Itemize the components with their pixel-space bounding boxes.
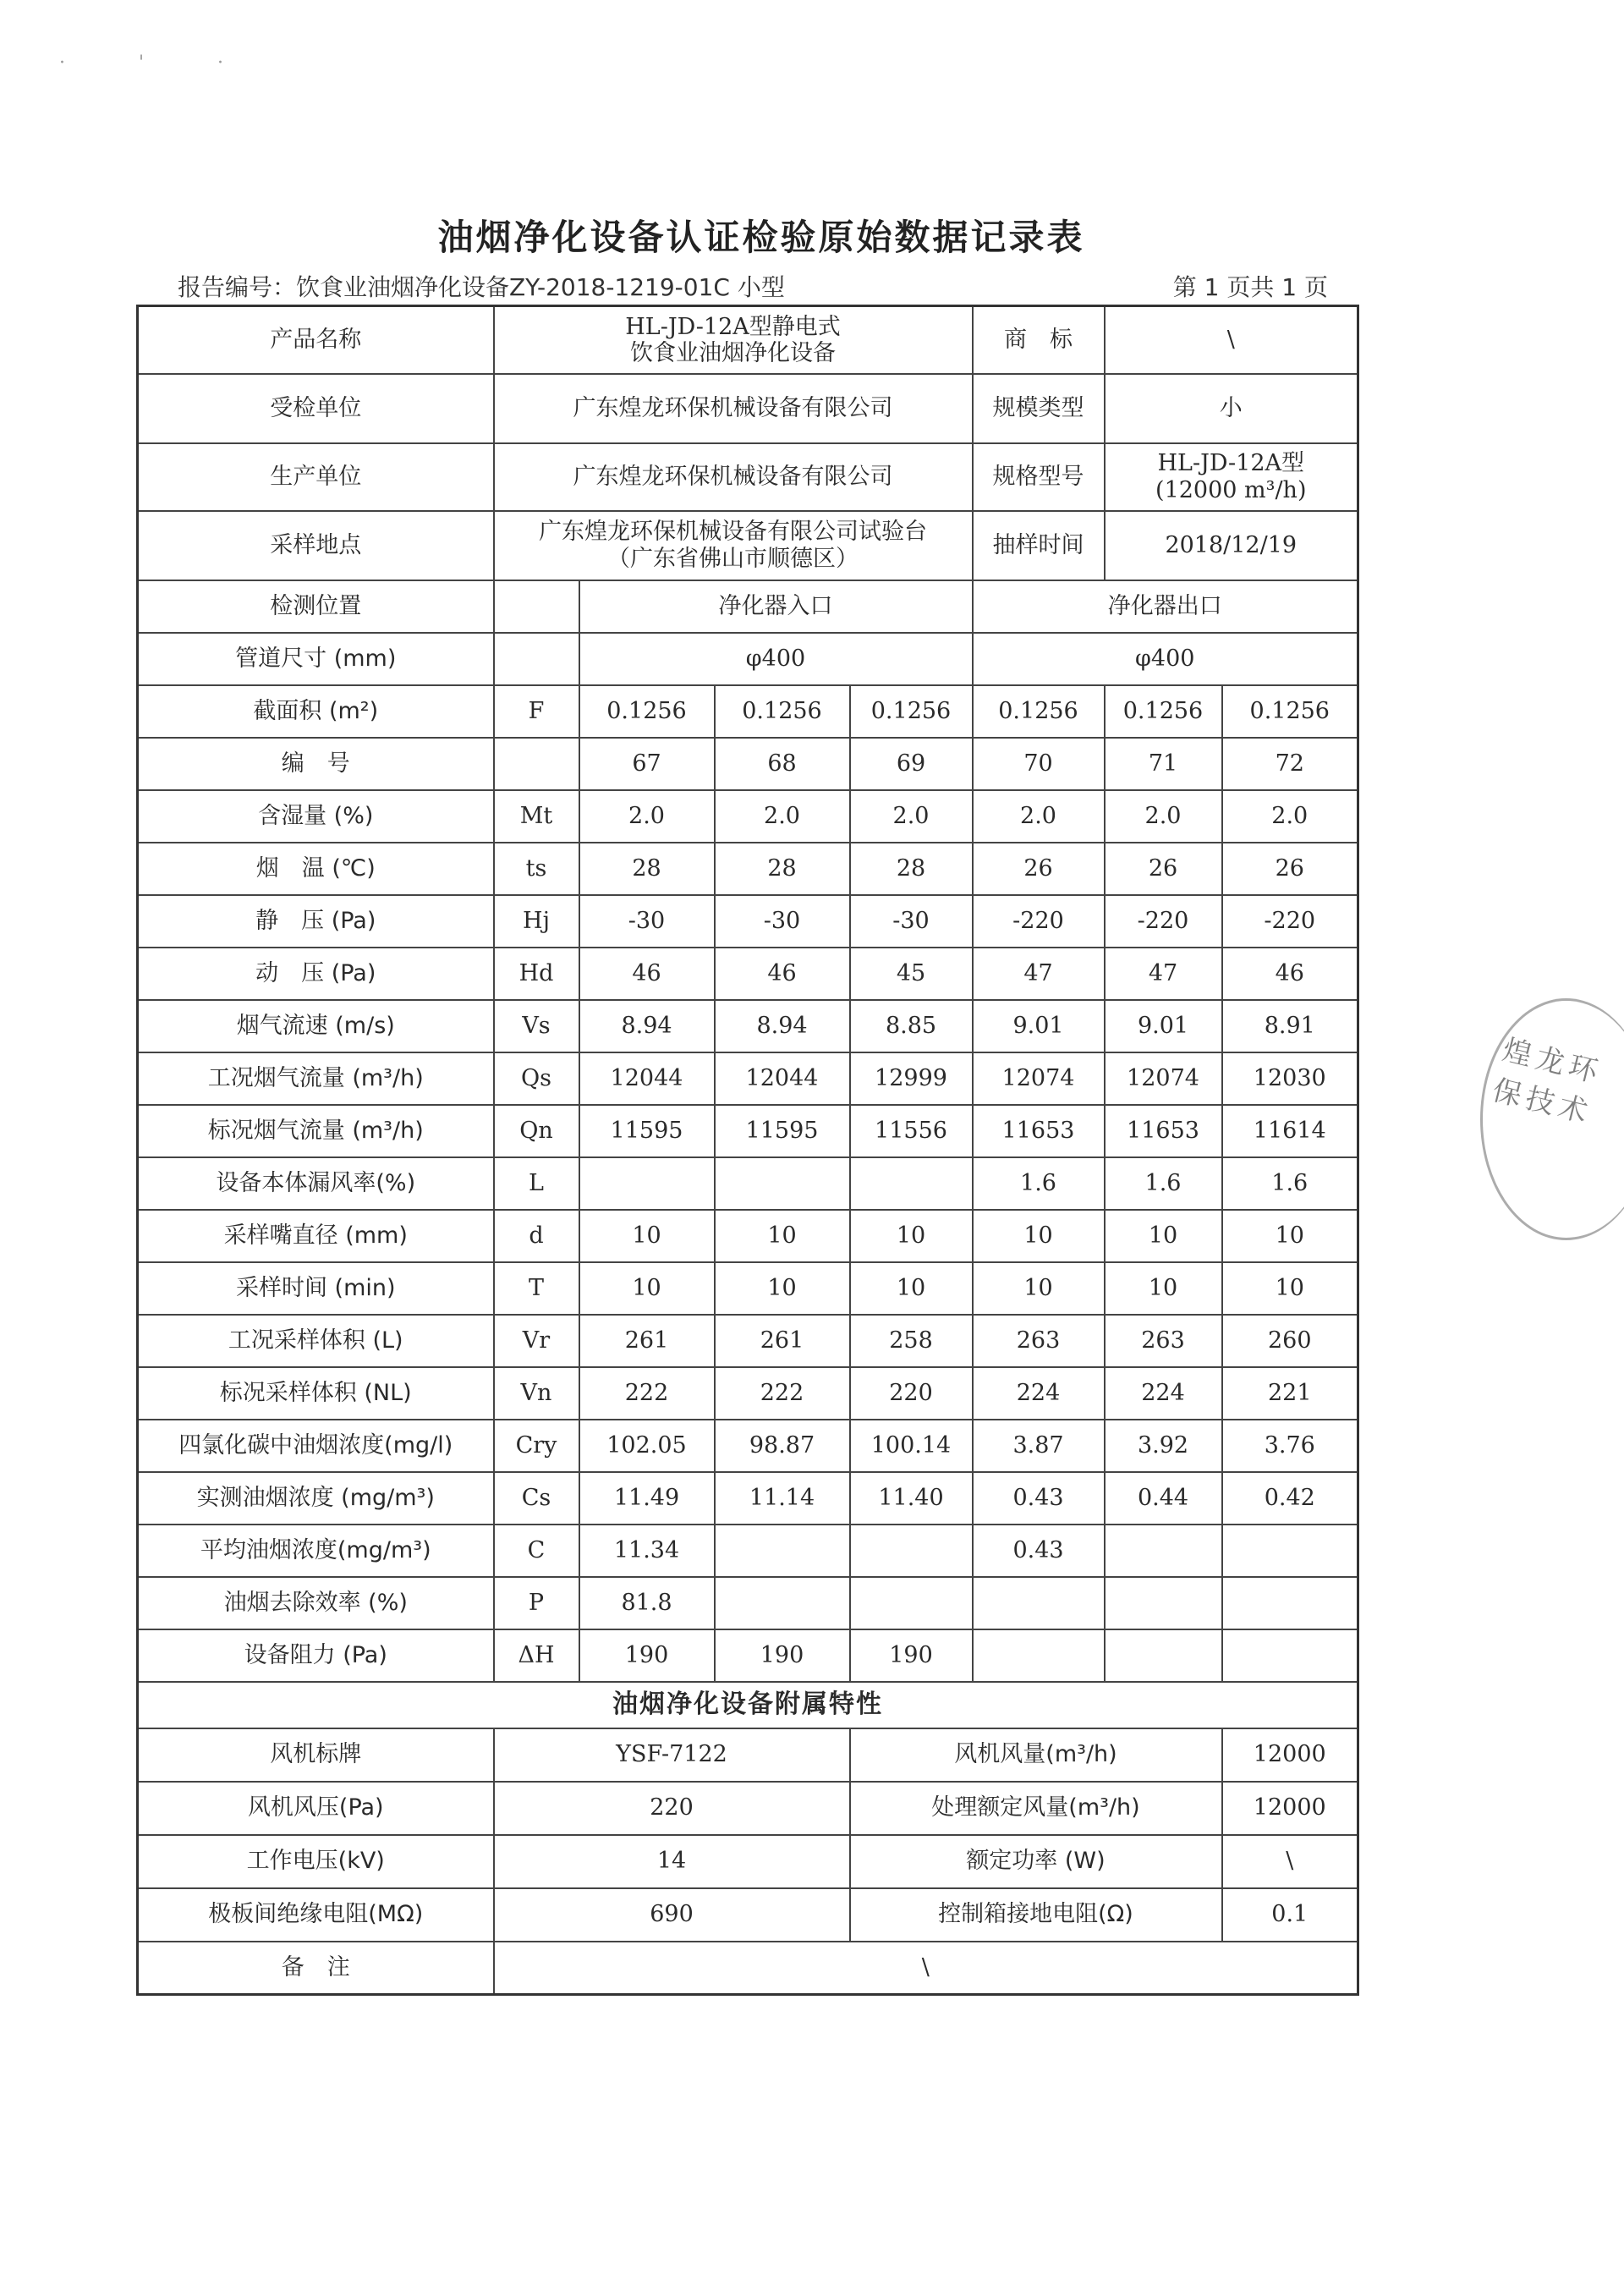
value-cell: 263	[973, 1315, 1105, 1367]
value-cell: 2.0	[973, 790, 1105, 843]
measurement-row	[138, 1105, 1358, 1157]
value-cell: 0.42	[1222, 1472, 1358, 1525]
producer-label: 生产单位	[138, 443, 494, 511]
value-cell: 190	[850, 1629, 973, 1682]
value-cell: 263	[1105, 1315, 1222, 1367]
row-label: 烟气流速 (m/s)	[138, 1000, 494, 1052]
inlet-label: 净化器入口	[579, 580, 973, 633]
value-cell: 190	[715, 1629, 850, 1682]
row-label: 四氯化碳中油烟浓度(mg/l)	[138, 1420, 494, 1472]
remarks-value: \	[494, 1942, 1358, 1995]
value-cell: 26	[973, 843, 1105, 895]
producer-value: 广东煌龙环保机械设备有限公司	[494, 443, 973, 511]
value-cell: 0.1256	[973, 685, 1105, 738]
measurement-row	[138, 1000, 1358, 1052]
value-cell: 26	[1105, 843, 1222, 895]
sampling-time-value: 2018/12/19	[1105, 511, 1358, 580]
row-label: 采样嘴直径 (mm)	[138, 1210, 494, 1262]
section-title: 油烟净化设备附属特性	[138, 1682, 1358, 1728]
value-cell: 47	[1105, 948, 1222, 1000]
value-cell: 10	[579, 1262, 715, 1315]
row-label: 设备阻力 (Pa)	[138, 1629, 494, 1682]
value-cell: 221	[1222, 1367, 1358, 1420]
row-label: 含湿量 (%)	[138, 790, 494, 843]
value-cell: 11.14	[715, 1472, 850, 1525]
row-fan-pressure	[138, 1782, 1358, 1835]
value-cell: 12044	[579, 1052, 715, 1105]
product-name-value	[494, 306, 973, 374]
measurement-row	[138, 1525, 1358, 1577]
value-cell: -30	[715, 895, 850, 948]
row-label: 油烟去除效率 (%)	[138, 1577, 494, 1629]
value-cell: 224	[1105, 1367, 1222, 1420]
value-cell: 8.94	[715, 1000, 850, 1052]
value-cell: 28	[715, 843, 850, 895]
value-cell: -220	[973, 895, 1105, 948]
product-name-line1: HL-JD-12A型静电式	[625, 313, 841, 340]
value-cell: 12074	[1105, 1052, 1222, 1105]
value-cell: 8.94	[579, 1000, 715, 1052]
row-label: 工况烟气流量 (m³/h)	[138, 1052, 494, 1105]
ground-resistance-label: 控制箱接地电阻(Ω)	[850, 1888, 1222, 1942]
value-cell	[850, 1525, 973, 1577]
inspected-unit-value: 广东煌龙环保机械设备有限公司	[494, 374, 973, 443]
value-cell: 10	[1105, 1210, 1222, 1262]
value-cell: 8.85	[850, 1000, 973, 1052]
row-label: 设备本体漏风率(%)	[138, 1157, 494, 1210]
value-cell	[1222, 1525, 1358, 1577]
value-cell: 222	[579, 1367, 715, 1420]
row-pipe-size	[138, 633, 1358, 685]
value-cell: 102.05	[579, 1420, 715, 1472]
row-symbol: ΔH	[494, 1629, 579, 1682]
row-position	[138, 580, 1358, 633]
rated-power-label: 额定功率 (W)	[850, 1835, 1222, 1888]
trademark-value: \	[1105, 306, 1358, 374]
sampling-site-label: 采样地点	[138, 511, 494, 580]
value-cell: 11653	[1105, 1105, 1222, 1157]
row-symbol: d	[494, 1210, 579, 1262]
ground-resistance-value: 0.1	[1222, 1888, 1358, 1942]
value-cell: 10	[579, 1210, 715, 1262]
pipe-size-sym-blank	[494, 633, 579, 685]
row-label: 标况采样体积 (NL)	[138, 1367, 494, 1420]
product-name-label: 产品名称	[138, 306, 494, 374]
value-cell: 3.92	[1105, 1420, 1222, 1472]
value-cell: 0.1256	[1222, 685, 1358, 738]
value-cell: 11556	[850, 1105, 973, 1157]
value-cell: 28	[579, 843, 715, 895]
value-cell: 1.6	[1222, 1157, 1358, 1210]
value-cell: 69	[850, 738, 973, 790]
record-table	[136, 305, 1359, 1996]
fan-brand-label: 风机标牌	[138, 1728, 494, 1782]
value-cell: 9.01	[973, 1000, 1105, 1052]
value-cell: 98.87	[715, 1420, 850, 1472]
value-cell: 260	[1222, 1315, 1358, 1367]
value-cell: -220	[1222, 895, 1358, 948]
row-label: 烟 温 (℃)	[138, 843, 494, 895]
value-cell: 12074	[973, 1052, 1105, 1105]
row-symbol: Cry	[494, 1420, 579, 1472]
row-symbol	[494, 738, 579, 790]
row-symbol: P	[494, 1577, 579, 1629]
measurement-row	[138, 1052, 1358, 1105]
position-label: 检测位置	[138, 580, 494, 633]
sampling-site-line1: 广东煌龙环保机械设备有限公司试验台	[539, 519, 927, 546]
trademark-label: 商 标	[973, 306, 1105, 374]
value-cell: 9.01	[1105, 1000, 1222, 1052]
inlet-pipe-size: φ400	[579, 633, 973, 685]
rated-flow-label: 处理额定风量(m³/h)	[850, 1782, 1222, 1835]
value-cell: 10	[973, 1210, 1105, 1262]
value-cell: 68	[715, 738, 850, 790]
measurement-row	[138, 1367, 1358, 1420]
value-cell: 0.1256	[715, 685, 850, 738]
measurement-row	[138, 790, 1358, 843]
value-cell: 10	[973, 1262, 1105, 1315]
value-cell: 11.40	[850, 1472, 973, 1525]
value-cell: -220	[1105, 895, 1222, 948]
value-cell: 10	[1222, 1210, 1358, 1262]
value-cell: 12030	[1222, 1052, 1358, 1105]
value-cell: 0.1256	[1105, 685, 1222, 738]
row-symbol: F	[494, 685, 579, 738]
row-product-name	[138, 306, 1358, 374]
measurement-row	[138, 1472, 1358, 1525]
voltage-value: 14	[494, 1835, 850, 1888]
position-sym-blank	[494, 580, 579, 633]
measurement-row	[138, 948, 1358, 1000]
value-cell: 2.0	[715, 790, 850, 843]
sampling-time-label: 抽样时间	[973, 511, 1105, 580]
value-cell: 0.43	[973, 1472, 1105, 1525]
row-label: 采样时间 (min)	[138, 1262, 494, 1315]
value-cell	[715, 1577, 850, 1629]
value-cell: 47	[973, 948, 1105, 1000]
value-cell: -30	[850, 895, 973, 948]
value-cell: 10	[1105, 1262, 1222, 1315]
row-symbol: Cs	[494, 1472, 579, 1525]
product-name-line2: 饮食业油烟净化设备	[630, 339, 836, 366]
value-cell: 72	[1222, 738, 1358, 790]
value-cell	[579, 1157, 715, 1210]
value-cell: 10	[1222, 1262, 1358, 1315]
measurement-row	[138, 1577, 1358, 1629]
measurement-rows	[138, 685, 1358, 1682]
value-cell	[973, 1629, 1105, 1682]
value-cell: 46	[579, 948, 715, 1000]
value-cell: 220	[850, 1367, 973, 1420]
report-header-line	[178, 269, 1328, 303]
model-value	[1105, 443, 1358, 511]
value-cell: 8.91	[1222, 1000, 1358, 1052]
value-cell	[715, 1157, 850, 1210]
value-cell	[1222, 1629, 1358, 1682]
scan-specks: · ' ·	[59, 52, 258, 74]
value-cell: 46	[1222, 948, 1358, 1000]
fan-pressure-label: 风机风压(Pa)	[138, 1782, 494, 1835]
value-cell: 11.49	[579, 1472, 715, 1525]
row-label: 标况烟气流量 (m³/h)	[138, 1105, 494, 1157]
value-cell: 1.6	[1105, 1157, 1222, 1210]
model-label: 规格型号	[973, 443, 1105, 511]
sampling-site-value	[494, 511, 973, 580]
row-symbol: Vr	[494, 1315, 579, 1367]
row-label: 截面积 (m²)	[138, 685, 494, 738]
row-symbol: C	[494, 1525, 579, 1577]
value-cell	[1105, 1577, 1222, 1629]
value-cell: 10	[850, 1210, 973, 1262]
pipe-size-label: 管道尺寸 (mm)	[138, 633, 494, 685]
value-cell: 12044	[715, 1052, 850, 1105]
row-label: 平均油烟浓度(mg/m³)	[138, 1525, 494, 1577]
voltage-label: 工作电压(kV)	[138, 1835, 494, 1888]
value-cell: 3.87	[973, 1420, 1105, 1472]
value-cell	[973, 1577, 1105, 1629]
value-cell: 12999	[850, 1052, 973, 1105]
value-cell	[850, 1157, 973, 1210]
value-cell	[1222, 1577, 1358, 1629]
row-symbol: Qn	[494, 1105, 579, 1157]
fan-pressure-value: 220	[494, 1782, 850, 1835]
value-cell: 0.1256	[850, 685, 973, 738]
scale-type-label: 规模类型	[973, 374, 1105, 443]
value-cell: 2.0	[1105, 790, 1222, 843]
measurement-row	[138, 1629, 1358, 1682]
value-cell: 258	[850, 1315, 973, 1367]
row-label: 静 压 (Pa)	[138, 895, 494, 948]
outlet-label: 净化器出口	[973, 580, 1358, 633]
seal-text: 煌龙环保技术	[1489, 1033, 1606, 1131]
measurement-row	[138, 1420, 1358, 1472]
value-cell: -30	[579, 895, 715, 948]
row-label: 工况采样体积 (L)	[138, 1315, 494, 1367]
value-cell: 45	[850, 948, 973, 1000]
value-cell	[715, 1525, 850, 1577]
insulation-value: 690	[494, 1888, 850, 1942]
value-cell: 222	[715, 1367, 850, 1420]
row-label: 实测油烟浓度 (mg/m³)	[138, 1472, 494, 1525]
value-cell: 11595	[715, 1105, 850, 1157]
value-cell: 11595	[579, 1105, 715, 1157]
model-line2: (12000 m³/h)	[1155, 476, 1307, 503]
row-symbol: L	[494, 1157, 579, 1210]
row-insulation	[138, 1888, 1358, 1942]
row-label: 动 压 (Pa)	[138, 948, 494, 1000]
sampling-site-line2: （广东省佛山市顺德区）	[607, 545, 859, 572]
insulation-label: 极板间绝缘电阻(MΩ)	[138, 1888, 494, 1942]
row-section-title	[138, 1682, 1358, 1728]
value-cell: 0.44	[1105, 1472, 1222, 1525]
page-info: 第 1 页共 1 页	[1172, 273, 1328, 301]
value-cell: 10	[715, 1210, 850, 1262]
value-cell: 2.0	[850, 790, 973, 843]
value-cell: 1.6	[973, 1157, 1105, 1210]
row-sampling-site	[138, 511, 1358, 580]
row-label: 编 号	[138, 738, 494, 790]
value-cell: 11653	[973, 1105, 1105, 1157]
measurement-row	[138, 843, 1358, 895]
measurement-row	[138, 1157, 1358, 1210]
value-cell: 28	[850, 843, 973, 895]
rated-flow-value: 12000	[1222, 1782, 1358, 1835]
row-inspected-unit	[138, 374, 1358, 443]
value-cell: 81.8	[579, 1577, 715, 1629]
remarks-label: 备 注	[138, 1942, 494, 1995]
value-cell: 71	[1105, 738, 1222, 790]
model-line1: HL-JD-12A型	[1157, 450, 1305, 477]
value-cell	[850, 1577, 973, 1629]
value-cell: 261	[715, 1315, 850, 1367]
row-symbol: Hj	[494, 895, 579, 948]
value-cell: 11.34	[579, 1525, 715, 1577]
fan-flow-value: 12000	[1222, 1728, 1358, 1782]
value-cell: 2.0	[1222, 790, 1358, 843]
value-cell: 26	[1222, 843, 1358, 895]
fan-brand-value: YSF-7122	[494, 1728, 850, 1782]
row-symbol: Hd	[494, 948, 579, 1000]
rated-power-value: \	[1222, 1835, 1358, 1888]
row-symbol: Vs	[494, 1000, 579, 1052]
value-cell: 11614	[1222, 1105, 1358, 1157]
row-symbol: Qs	[494, 1052, 579, 1105]
row-producer	[138, 443, 1358, 511]
value-cell: 3.76	[1222, 1420, 1358, 1472]
measurement-row	[138, 685, 1358, 738]
value-cell: 46	[715, 948, 850, 1000]
value-cell: 10	[850, 1262, 973, 1315]
measurement-row	[138, 738, 1358, 790]
row-fan-brand	[138, 1728, 1358, 1782]
value-cell: 70	[973, 738, 1105, 790]
report-number: 报告编号：饮食业油烟净化设备ZY-2018-1219-01C 小型	[178, 273, 785, 301]
row-symbol: ts	[494, 843, 579, 895]
value-cell	[1105, 1629, 1222, 1682]
inspected-unit-label: 受检单位	[138, 374, 494, 443]
row-symbol: Vn	[494, 1367, 579, 1420]
row-symbol: T	[494, 1262, 579, 1315]
outlet-pipe-size: φ400	[973, 633, 1358, 685]
row-symbol: Mt	[494, 790, 579, 843]
value-cell: 100.14	[850, 1420, 973, 1472]
measurement-row	[138, 1315, 1358, 1367]
fan-flow-label: 风机风量(m³/h)	[850, 1728, 1222, 1782]
value-cell: 2.0	[579, 790, 715, 843]
row-remarks	[138, 1942, 1358, 1995]
value-cell: 0.43	[973, 1525, 1105, 1577]
measurement-row	[138, 1262, 1358, 1315]
measurement-row	[138, 895, 1358, 948]
value-cell	[1105, 1525, 1222, 1577]
value-cell: 67	[579, 738, 715, 790]
value-cell: 261	[579, 1315, 715, 1367]
row-voltage	[138, 1835, 1358, 1888]
value-cell: 10	[715, 1262, 850, 1315]
scale-type-value: 小	[1105, 374, 1358, 443]
value-cell: 224	[973, 1367, 1105, 1420]
measurement-row	[138, 1210, 1358, 1262]
page-title: 油烟净化设备认证检验原始数据记录表	[437, 217, 1085, 258]
value-cell: 0.1256	[579, 685, 715, 738]
value-cell: 190	[579, 1629, 715, 1682]
